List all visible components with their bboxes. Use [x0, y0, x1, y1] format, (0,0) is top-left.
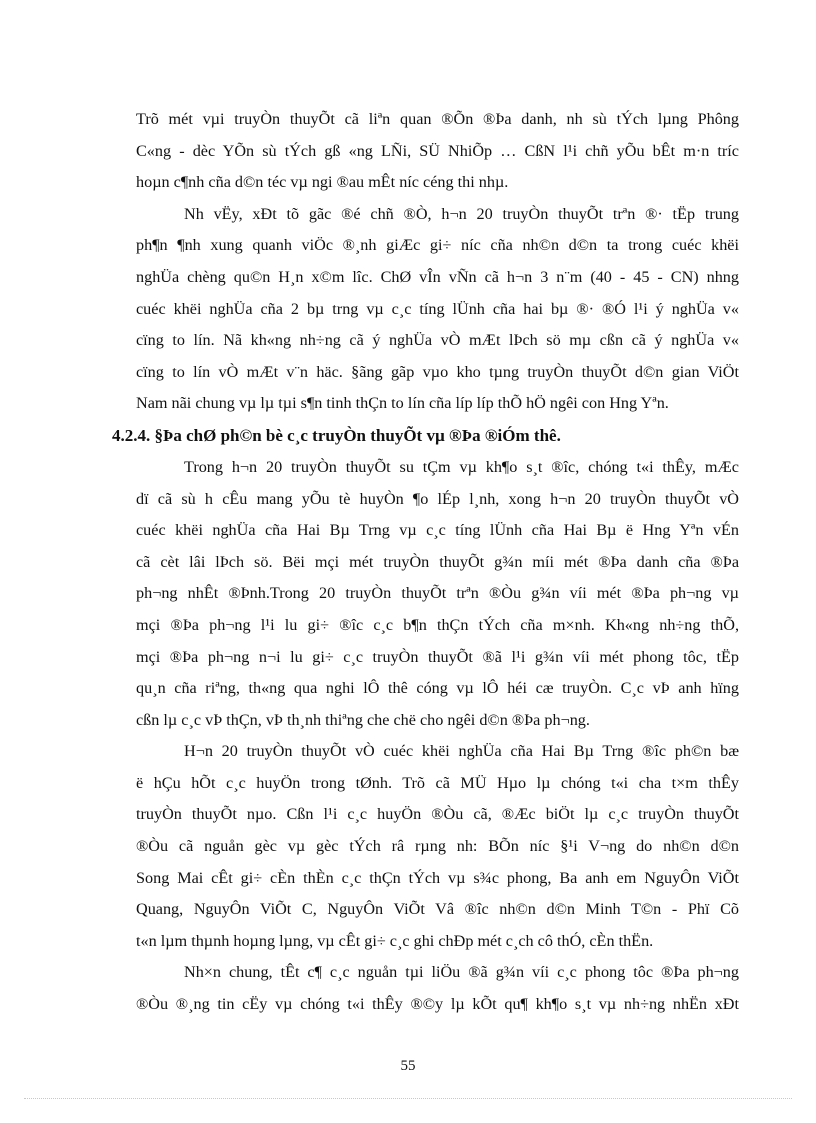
paragraph-line: Quang, NguyÔn ViÕt C, NguyÔn ViÕt Vâ ®îc nh©n d©n Minh T©n - Phï Cõ — [136, 900, 739, 919]
paragraph-line: ph¶n ¶nh xung quanh viÖc ®¸nh giÆc gi÷ níc cña nh©n d©n ta trong cuéc khëi — [136, 236, 739, 255]
paragraph-line: ®Òu cã nguån gèc vµ gèc tÝch râ rµng nh: BÕn níc §¹i V¬ng do nh©n d©n — [136, 837, 739, 856]
paragraph-line: H¬n 20 truyÒn thuyÕt vÒ cuéc khëi nghÜa cña Hai Bµ Trng ®îc ph©n bæ — [184, 742, 739, 761]
paragraph-line: mçi ®Þa ph¬ng n¬i lu gi÷ c¸c truyÒn thuyÕt ®ã l¹i g¾n víi mét phong tôc, tËp — [136, 647, 739, 666]
paragraph-line: cßn lµ c¸c vÞ thÇn, vÞ th¸nh thiªng che chë cho ngêi d©n ®Þa ph¬ng. — [136, 710, 590, 729]
paragraph-line: ë hÇu hÕt c¸c huyÖn trong tØnh. Trõ cã MÜ Hµo lµ chóng t«i cha t×m thÊy — [136, 773, 739, 792]
paragraph-line: Trong h¬n 20 truyÒn thuyÕt su tÇm vµ kh¶o s¸t ®îc, chóng t«i thÊy, mÆc — [184, 457, 739, 476]
paragraph-line: nghÜa chèng qu©n H¸n x©m lîc. ChØ vÎn vÑn cã h¬n 3 n¨m (40 - 45 - CN) nhng — [136, 267, 739, 286]
paragraph-line: hoµn c¶nh cña d©n téc vµ ngi ®au mÊt níc céng thi nhµ. — [136, 173, 509, 192]
paragraph-line: cuéc khëi nghÜa cña 2 bµ trng vµ c¸c tíng lÜnh cña hai bµ ®· ®Ó l¹i ý nghÜa v« — [136, 299, 739, 318]
paragraph-line: mçi ®Þa ph¬ng l¹i lu gi÷ ®îc c¸c b¶n thÇn tÝch cña m×nh. Kh«ng nh÷ng thÕ, — [136, 615, 739, 634]
paragraph-line: cïng to lín vÒ mÆt v¨n häc. §ãng gãp vµo kho tµng truyÒn thuyÕt d©n gian ViÖt — [136, 362, 739, 381]
paragraph-line: Nh×n chung, tÊt c¶ c¸c nguån tµi liÖu ®ã g¾n víi c¸c phong tôc ®Þa ph¬ng — [184, 963, 739, 982]
body-text — [112, 104, 739, 1021]
paragraph-line: ph¬ng nhÊt ®Þnh.Trong 20 truyÒn thuyÕt trªn ®Òu g¾n víi mét ®Þa ph¬ng vµ — [136, 584, 739, 603]
paragraph-line: ®Òu ®¸ng tin cËy vµ chóng t«i thÊy ®©y lµ kÕt qu¶ kh¶o s¸t vµ nh÷ng nhËn xÐt — [136, 995, 739, 1014]
paragraph-line: Nam nãi chung vµ lµ tµi s¶n tinh thÇn to lín cña líp líp thÕ hÖ ngêi con Hng Yªn. — [136, 394, 669, 413]
page-number: 55 — [400, 1058, 416, 1074]
page-bottom-divider — [24, 1098, 792, 1099]
section-heading: 4.2.4. §Þa chØ ph©n bè c¸c truyÒn thuyÕt vµ ®Þa ®iÓm thê. — [112, 425, 561, 445]
paragraph-line: dï cã sù h cÊu mang yÕu tè huyÒn ¶o lÉp l¸nh, xong h¬n 20 truyÒn thuyÕt vÒ — [136, 489, 739, 508]
paragraph-line: cuéc khëi nghÜa cña Hai Bµ Trng vµ c¸c tíng lÜnh cña Hai Bµ ë Hng Yªn vÉn — [136, 521, 739, 540]
paragraph-line: Nh vËy, xÐt tõ gãc ®é chñ ®Ò, h¬n 20 truyÒn thuyÕt trªn ®· tËp trung — [184, 204, 739, 223]
paragraph-line: cïng to lín. Nã kh«ng nh÷ng cã ý nghÜa vÒ mÆt lÞch sö mµ cßn cã ý nghÜa v« — [136, 331, 739, 350]
paragraph-line: qu¸n cña riªng, th«ng qua nghi lÔ thê cóng vµ lÔ héi cæ truyÒn. C¸c vÞ anh hïng — [136, 679, 739, 698]
paragraph-line: C«ng - dèc YÕn sù tÝch gß «ng LÑi, SÜ NhiÕp … CßN l¹i chñ yÕu bÊt m·n tríc — [136, 141, 739, 160]
paragraph-line: Trõ mét vµi truyÒn thuyÕt cã liªn quan ®Õn ®Þa danh, nh sù tÝch lµng Phông — [136, 110, 739, 128]
paragraph-line: t«n lµm thµnh hoµng lµng, vµ cÊt gi÷ c¸c ghi chÐp mét c¸ch cô thÓ, cÈn thËn. — [136, 931, 654, 950]
paragraph-line: Song Mai cÊt gi÷ cÈn thÈn c¸c thÇn tÝch vµ s¾c phong, Ba anh em NguyÔn ViÕt — [136, 868, 739, 887]
paragraph-line: cã cèt lâi lÞch sö. Bëi mçi mét truyÒn thuyÕt g¾n míi mét ®Þa danh cña ®Þa — [136, 552, 739, 571]
paragraph-line: truyÒn thuyÕt nµo. Cßn l¹i c¸c huyÖn ®Òu cã, ®Æc biÖt lµ c¸c truyÒn thuyÕt — [136, 805, 739, 824]
